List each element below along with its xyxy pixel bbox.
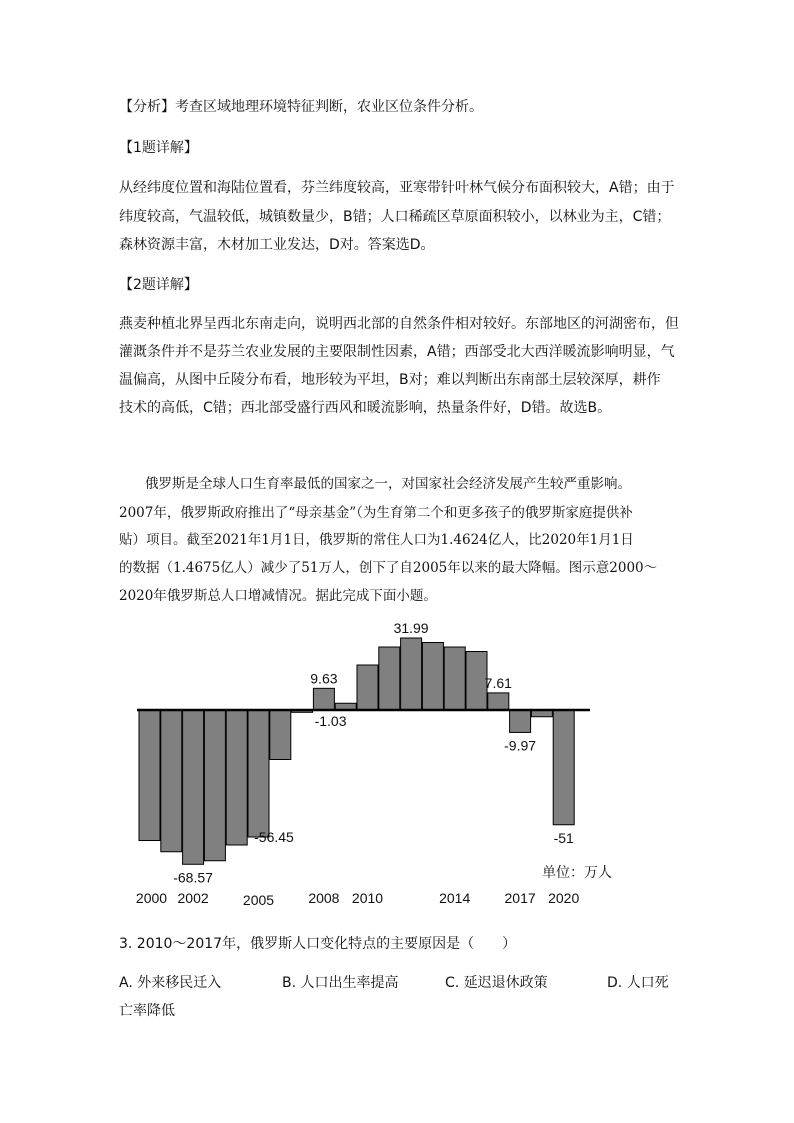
bar-2013 [422, 643, 443, 711]
option-c-letter: C. [445, 975, 460, 991]
option-c[interactable] [445, 972, 548, 992]
data-label-2017: -9.97 [504, 737, 537, 754]
option-d-wrap: 亡率降低 [119, 1003, 175, 1019]
data-label-2020: -51 [553, 829, 574, 846]
intro-line-2: 2007年，俄罗斯政府推出了“母亲基金”（为生育第二个和更多孩子的俄罗斯家庭提供补 [119, 505, 633, 521]
population-change-chart [0, 615, 794, 915]
bar-2008 [313, 688, 334, 710]
tick-label-2020: 2020 [548, 890, 580, 906]
q1-title: 【1题详解】 [119, 140, 198, 156]
option-d-text: 人口死 [626, 975, 669, 991]
q2-line-3: 温偏高，从图中丘陵分布看，地形较为平坦，B对；难以判断出东南部土层较深厚，耕作 [119, 372, 661, 388]
option-a[interactable] [119, 972, 221, 992]
bar-2006 [270, 710, 291, 760]
data-label-2012: 31.99 [393, 620, 429, 637]
question3-stem: 3. 2010～2017年，俄罗斯人口变化特点的主要原因是（ ） [119, 936, 517, 952]
bar-2002 [183, 710, 204, 864]
intro-line-4: 的数据（1.4675亿人）减少了51万人，创下了自2005年以来的最大降幅。图示意2000～ [119, 560, 658, 576]
option-d-letter: D. [607, 975, 623, 991]
option-b-text: 人口出生率提高 [300, 975, 399, 991]
q1-line-3: 森林资源丰富，木材加工业发达，D对。答案选D。 [119, 237, 435, 253]
analysis-tag: 【分析】 [119, 99, 175, 115]
option-d[interactable] [607, 972, 669, 992]
tick-label-2014: 2014 [439, 890, 471, 906]
tick-label-2000: 2000 [135, 890, 168, 906]
intro-line-5: 2020年俄罗斯总人口增减情况。据此完成下面小题。 [119, 588, 437, 604]
bar-2012 [401, 638, 422, 710]
bar-2016 [488, 693, 509, 710]
data-label-2007: -1.03 [314, 713, 347, 729]
analysis-text: 考查区域地理环境特征判断，农业区位条件分析。 [175, 99, 483, 115]
bar-2011 [379, 647, 400, 710]
q2-line-1: 燕麦种植北界呈西北东南走向，说明西北部的自然条件相对较好。东部地区的河湖密布，但 [119, 316, 679, 332]
bar-2004 [226, 710, 247, 845]
tick-label-2017: 2017 [504, 890, 536, 906]
bar-2003 [204, 710, 225, 861]
tick-label-2002: 2002 [177, 890, 209, 906]
data-label-2008: 9.63 [310, 670, 338, 687]
bar-2010 [357, 665, 378, 710]
data-label-2002: -68.57 [173, 869, 213, 886]
option-b-letter: B. [282, 975, 297, 991]
chart-tick-labels [136, 890, 580, 908]
bar-2000 [139, 710, 160, 841]
q1-line-1: 从经纬度位置和海陆位置看，芬兰纬度较高，亚寒带针叶林气候分布面积较大，A错；由于 [119, 180, 675, 196]
data-label-2016: 7.61 [484, 674, 512, 691]
q2-line-2: 灌溉条件并不是芬兰农业发展的主要限制性因素，A错；西部受北大西洋暖流影响明显，气 [119, 344, 675, 360]
q2-line-4: 技术的高低，C错；西北部受盛行西风和暖流影响，热量条件好，D错。故选B。 [119, 400, 612, 416]
tick-label-2005: 2005 [242, 892, 275, 908]
unit-label: 单位：万人 [542, 864, 612, 880]
option-b[interactable] [282, 972, 399, 992]
bar-2001 [161, 710, 182, 852]
intro-line-1: 俄罗斯是全球人口生育率最低的国家之一，对国家社会经济发展产生较严重影响。 [145, 476, 631, 492]
bar-2017 [510, 710, 531, 732]
option-a-text: 外来移民迁入 [137, 975, 222, 991]
data-label-2005: -56.45 [254, 829, 294, 846]
option-a-letter: A. [119, 975, 133, 991]
tick-label-2010: 2010 [351, 890, 384, 906]
intro-line-3: 贴）项目。截至2021年1月1日，俄罗斯的常住人口为1.4624亿人，比2020年1月1日 [119, 532, 634, 548]
bar-2005 [248, 710, 269, 837]
bar-2020 [553, 710, 574, 825]
tick-label-2008: 2008 [308, 890, 340, 906]
q2-title: 【2题详解】 [119, 277, 198, 293]
bar-2014 [444, 647, 465, 710]
analysis-line [119, 96, 483, 116]
q1-line-2: 纬度较高，气温较低，城镇数量少，B错；人口稀疏区草原面积较小，以林业为主，C错； [119, 209, 671, 225]
option-c-text: 延迟退休政策 [463, 975, 548, 991]
